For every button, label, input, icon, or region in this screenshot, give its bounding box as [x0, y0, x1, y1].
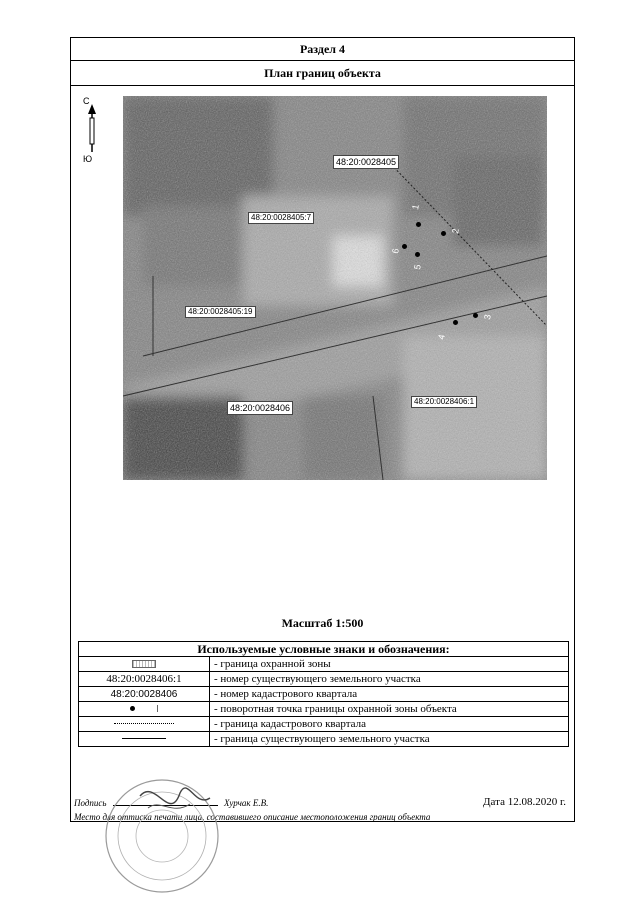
turning-point-marker [416, 222, 421, 227]
signature-label: Подпись [74, 798, 107, 808]
solid-line-icon [122, 738, 166, 739]
turning-point-icon [130, 706, 135, 711]
legend-symbol: 48:20:0028406:1 [79, 672, 210, 687]
turning-point-marker [473, 313, 478, 318]
legend-symbol [79, 657, 210, 672]
compass-north-label: С [83, 96, 90, 106]
turning-point-marker [415, 252, 420, 257]
point-number: 5 [412, 263, 423, 271]
legend-row [79, 717, 569, 732]
seal-stamp-icon [100, 768, 230, 898]
aerial-map [123, 96, 547, 480]
legend-text: - граница кадастрового квартала [210, 717, 569, 732]
legend-symbol [79, 732, 210, 747]
legend-text: - номер существующего земельного участка [210, 672, 569, 687]
legend-text: - граница существующего земельного участка [210, 732, 569, 747]
legend-row [79, 657, 569, 672]
document-date: Дата 12.08.2020 г. [483, 796, 566, 808]
north-arrow-icon [83, 96, 103, 166]
parcel-label: 48:20:0028405:19 [185, 306, 256, 318]
legend-table [78, 641, 569, 747]
quarter-label: 48:20:0028406 [227, 401, 293, 415]
point-number: 2 [450, 227, 461, 235]
signer-name: Хурчак Е.В. [224, 798, 269, 808]
section-title: Раздел 4 [71, 38, 574, 61]
legend-row [79, 702, 569, 717]
point-number: 6 [390, 247, 401, 255]
document-frame [70, 37, 575, 822]
quarter-label: 48:20:0028405 [333, 155, 399, 169]
turning-point-marker [402, 244, 407, 249]
protection-zone-symbol-icon [132, 660, 156, 668]
legend-row [79, 672, 569, 687]
legend-text: - поворотная точка границы охранной зоны объекта [210, 702, 569, 717]
parcel-label: 48:20:0028405:7 [248, 212, 314, 224]
stamp-place-note: Место для оттиска печати лица, составившего описание местоположения границ объекта [74, 812, 431, 822]
turning-point-marker [453, 320, 458, 325]
point-number: 1 [410, 203, 421, 211]
legend-symbol [79, 717, 210, 732]
point-number: 3 [482, 313, 493, 321]
turning-point-marker [441, 231, 446, 236]
plan-title: План границ объекта [71, 61, 574, 86]
parcel-label: 48:20:0028406:1 [411, 396, 477, 408]
legend-row [79, 687, 569, 702]
legend-header: Используемые условные знаки и обозначения: [79, 642, 569, 657]
dotted-line-icon [114, 723, 174, 724]
legend-text: - граница охранной зоны [210, 657, 569, 672]
tick-icon [157, 705, 158, 712]
compass-south-label: Ю [83, 154, 93, 164]
point-number: 4 [436, 333, 447, 341]
scale-label: Масштаб 1:500 [281, 616, 364, 630]
legend-symbol [79, 702, 210, 717]
legend-text: - номер кадастрового квартала [210, 687, 569, 702]
legend-symbol: 48:20:0028406 [79, 687, 210, 702]
legend-row [79, 732, 569, 747]
